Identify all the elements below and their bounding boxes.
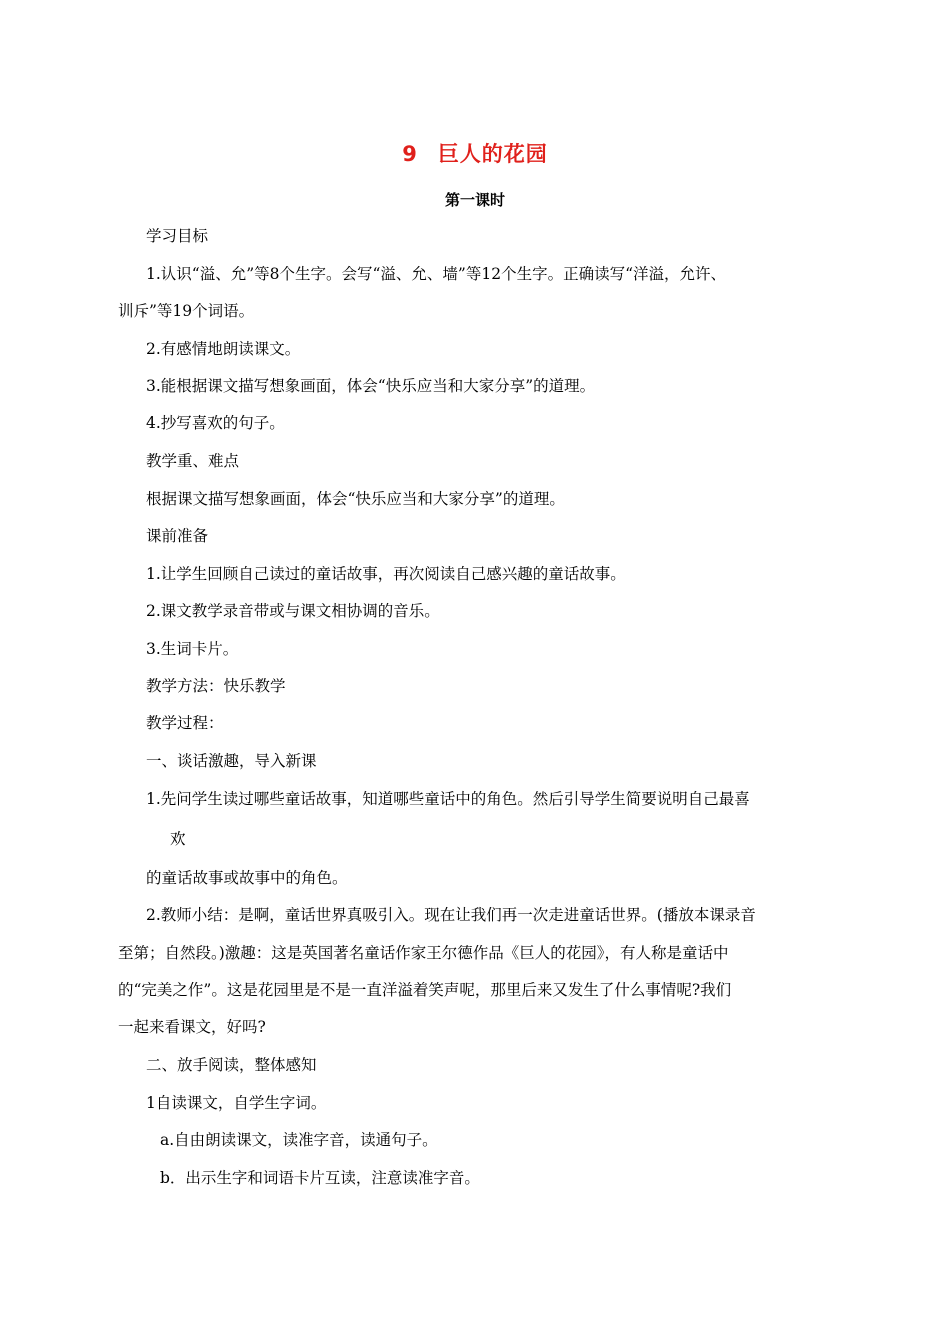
paragraph-line: 1.让学生回顾自己读过的童话故事，再次阅读自己感兴趣的童话故事。	[146, 565, 626, 583]
paragraph-line: 1.认识“溢、允”等8个生字。会写“溢、允、墙”等12个生字。正确读写“洋溢，允许、	[146, 265, 726, 283]
paragraph-line: 2.教师小结：是啊，童话世界真吸引入。现在让我们再一次走进童话世界。(播放本课录音	[146, 906, 756, 924]
section-subtitle: 第一课时	[444, 191, 505, 209]
paragraph-line: 1.先问学生读过哪些童话故事，知道哪些童话中的角色。然后引导学生简要说明自己最喜	[146, 790, 750, 808]
paragraph-line: 1自读课文，自学生字词。	[146, 1094, 327, 1112]
section-heading-two: 二、放手阅读，整体感知	[146, 1056, 317, 1074]
section-heading-one: 一、谈话激趣，导入新课	[146, 752, 317, 770]
heading-preparation: 课前准备	[146, 527, 209, 545]
paragraph-line: 2.课文教学录音带或与课文相协调的音乐。	[146, 602, 440, 620]
paragraph-line: 2.有感情地朗读课文。	[146, 340, 301, 358]
paragraph-line: 欢	[170, 830, 186, 848]
paragraph-line: 一起来看课文，好吗?	[118, 1018, 266, 1036]
paragraph-line: 3.生词卡片。	[146, 640, 239, 658]
paragraph-line: 3.能根据课文描写想象画面，体会“快乐应当和大家分享”的道理。	[146, 377, 596, 395]
lesson-title: 巨人的花园	[437, 142, 548, 166]
heading-key-points: 教学重、难点	[146, 452, 240, 470]
lesson-number: 9	[402, 142, 418, 166]
paragraph-line: 至第；自然段。)激趣：这是英国著名童话作家王尔德作品《巨人的花园》，有人称是童话中	[118, 944, 729, 962]
paragraph-line: 根据课文描写想象画面，体会“快乐应当和大家分享”的道理。	[146, 490, 565, 508]
paragraph-line: 训斥”等19个词语。	[118, 302, 255, 320]
heading-method: 教学方法：快乐教学	[146, 677, 286, 695]
list-item: a.自由朗读课文，读准字音，读通句子。	[160, 1131, 438, 1149]
heading-process: 教学过程：	[146, 714, 224, 732]
paragraph-line: 的“完美之作”。这是花园里是不是一直洋溢着笑声呢，那里后来又发生了什么事情呢?我们	[118, 981, 732, 999]
paragraph-line: 4.抄写喜欢的句子。	[146, 414, 285, 432]
list-item: b．出示生字和词语卡片互读，注意读准字音。	[160, 1169, 480, 1187]
paragraph-line: 的童话故事或故事中的角色。	[146, 869, 348, 887]
page-title	[0, 138, 950, 168]
heading-learning-goals: 学习目标	[146, 227, 209, 245]
